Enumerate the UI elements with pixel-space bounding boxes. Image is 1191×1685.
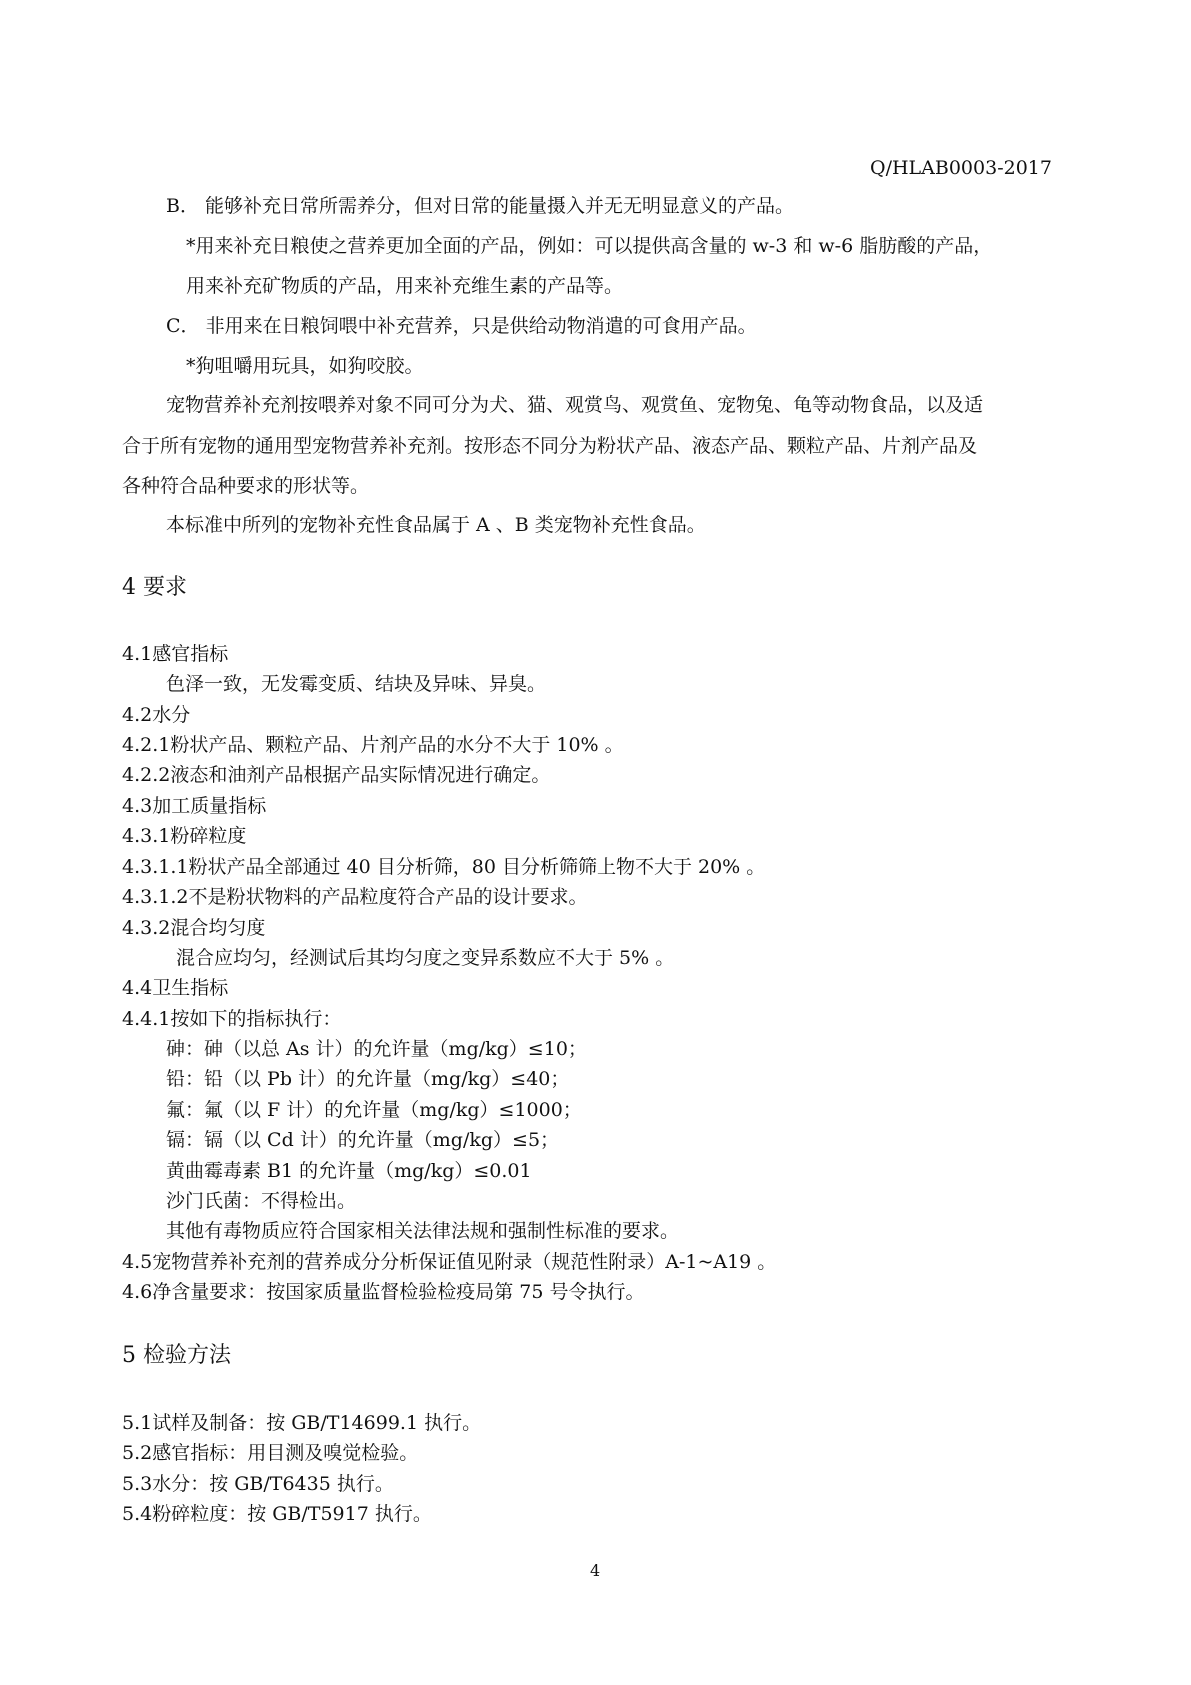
clause-4-4: 4.4卫生指标	[122, 977, 229, 999]
document-code: Q/HLAB0003-2017	[870, 157, 1052, 179]
clause-4-5: 4.5宠物营养补充剂的营养成分分析保证值见附录（规范性附录）A-1~A19 。	[122, 1251, 777, 1273]
section-heading-4: 4 要求	[122, 575, 187, 600]
page-number: 4	[590, 1561, 601, 1580]
limit-fluorine: 氟：氟（以 F 计）的允许量（mg/kg）≤1000；	[166, 1099, 582, 1121]
list-item-b: B． 能够补充日常所需养分，但对日常的能量摄入并无无明显意义的产品。	[166, 195, 795, 217]
example-line-b-2: 用来补充矿物质的产品，用来补充维生素的产品等。	[186, 275, 624, 297]
clause-4-4-1: 4.4.1按如下的指标执行：	[122, 1008, 342, 1030]
limit-aflatoxin: 黄曲霉毒素 B1 的允许量（mg/kg）≤0.01	[166, 1160, 532, 1182]
clause-5-1: 5.1试样及制备：按 GB/T14699.1 执行。	[122, 1412, 482, 1434]
clause-4-1-text: 色泽一致，无发霉变质、结块及异味、异臭。	[166, 673, 547, 695]
clause-4-3-2-text: 混合应均匀，经测试后其均匀度之变异系数应不大于 5% 。	[176, 947, 675, 969]
clause-5-3: 5.3水分：按 GB/T6435 执行。	[122, 1473, 394, 1495]
clause-4-2-2: 4.2.2液态和油剂产品根据产品实际情况进行确定。	[122, 764, 551, 786]
clause-4-3-1: 4.3.1粉碎粒度	[122, 825, 247, 847]
limit-salmonella: 沙门氏菌：不得检出。	[166, 1190, 357, 1212]
example-line-b-1: *用来补充日粮使之营养更加全面的产品，例如：可以提供高含量的 w-3 和 w-6 脂肪酸的产品，	[186, 235, 993, 257]
clause-5-4: 5.4粉碎粒度：按 GB/T5917 执行。	[122, 1503, 432, 1525]
example-line-c: *狗咀嚼用玩具，如狗咬胶。	[186, 355, 424, 377]
limit-cadmium: 镉：镉（以 Cd 计）的允许量（mg/kg）≤5；	[166, 1129, 560, 1151]
clause-4-3-1-2: 4.3.1.2不是粉状物料的产品粒度符合产品的设计要求。	[122, 886, 588, 908]
paragraph-classification-1: 宠物营养补充剂按喂养对象不同可分为犬、猫、观赏鸟、观赏鱼、宠物兔、龟等动物食品，以及适	[166, 394, 984, 416]
clause-5-2: 5.2感官指标：用目测及嗅觉检验。	[122, 1442, 419, 1464]
paragraph-classification-3: 各种符合品种要求的形状等。	[122, 475, 370, 497]
clause-4-2: 4.2水分	[122, 704, 191, 726]
clause-4-3: 4.3加工质量指标	[122, 795, 267, 817]
paragraph-classification-2: 合于所有宠物的通用型宠物营养补充剂。按形态不同分为粉状产品、液态产品、颗粒产品、片剂产品及	[122, 435, 978, 457]
clause-4-2-1: 4.2.1粉状产品、颗粒产品、片剂产品的水分不大于 10% 。	[122, 734, 624, 756]
clause-4-3-2: 4.3.2混合均匀度	[122, 917, 266, 939]
list-item-c: C． 非用来在日粮饲喂中补充营养，只是供给动物消遣的可食用产品。	[166, 315, 757, 337]
limit-other: 其他有毒物质应符合国家相关法律法规和强制性标准的要求。	[166, 1220, 680, 1242]
limit-arsenic: 砷：砷（以总 As 计）的允许量（mg/kg）≤10；	[166, 1038, 587, 1060]
clause-4-6: 4.6净含量要求：按国家质量监督检验检疫局第 75 号令执行。	[122, 1281, 645, 1303]
clause-4-3-1-1: 4.3.1.1粉状产品全部通过 40 目分析筛，80 目分析筛筛上物不大于 20% 。	[122, 856, 766, 878]
clause-4-1: 4.1感官指标	[122, 643, 229, 665]
limit-lead: 铅：铅（以 Pb 计）的允许量（mg/kg）≤40；	[166, 1068, 570, 1090]
paragraph-scope: 本标准中所列的宠物补充性食品属于 A 、B 类宠物补充性食品。	[166, 514, 706, 536]
section-heading-5: 5 检验方法	[122, 1343, 231, 1368]
